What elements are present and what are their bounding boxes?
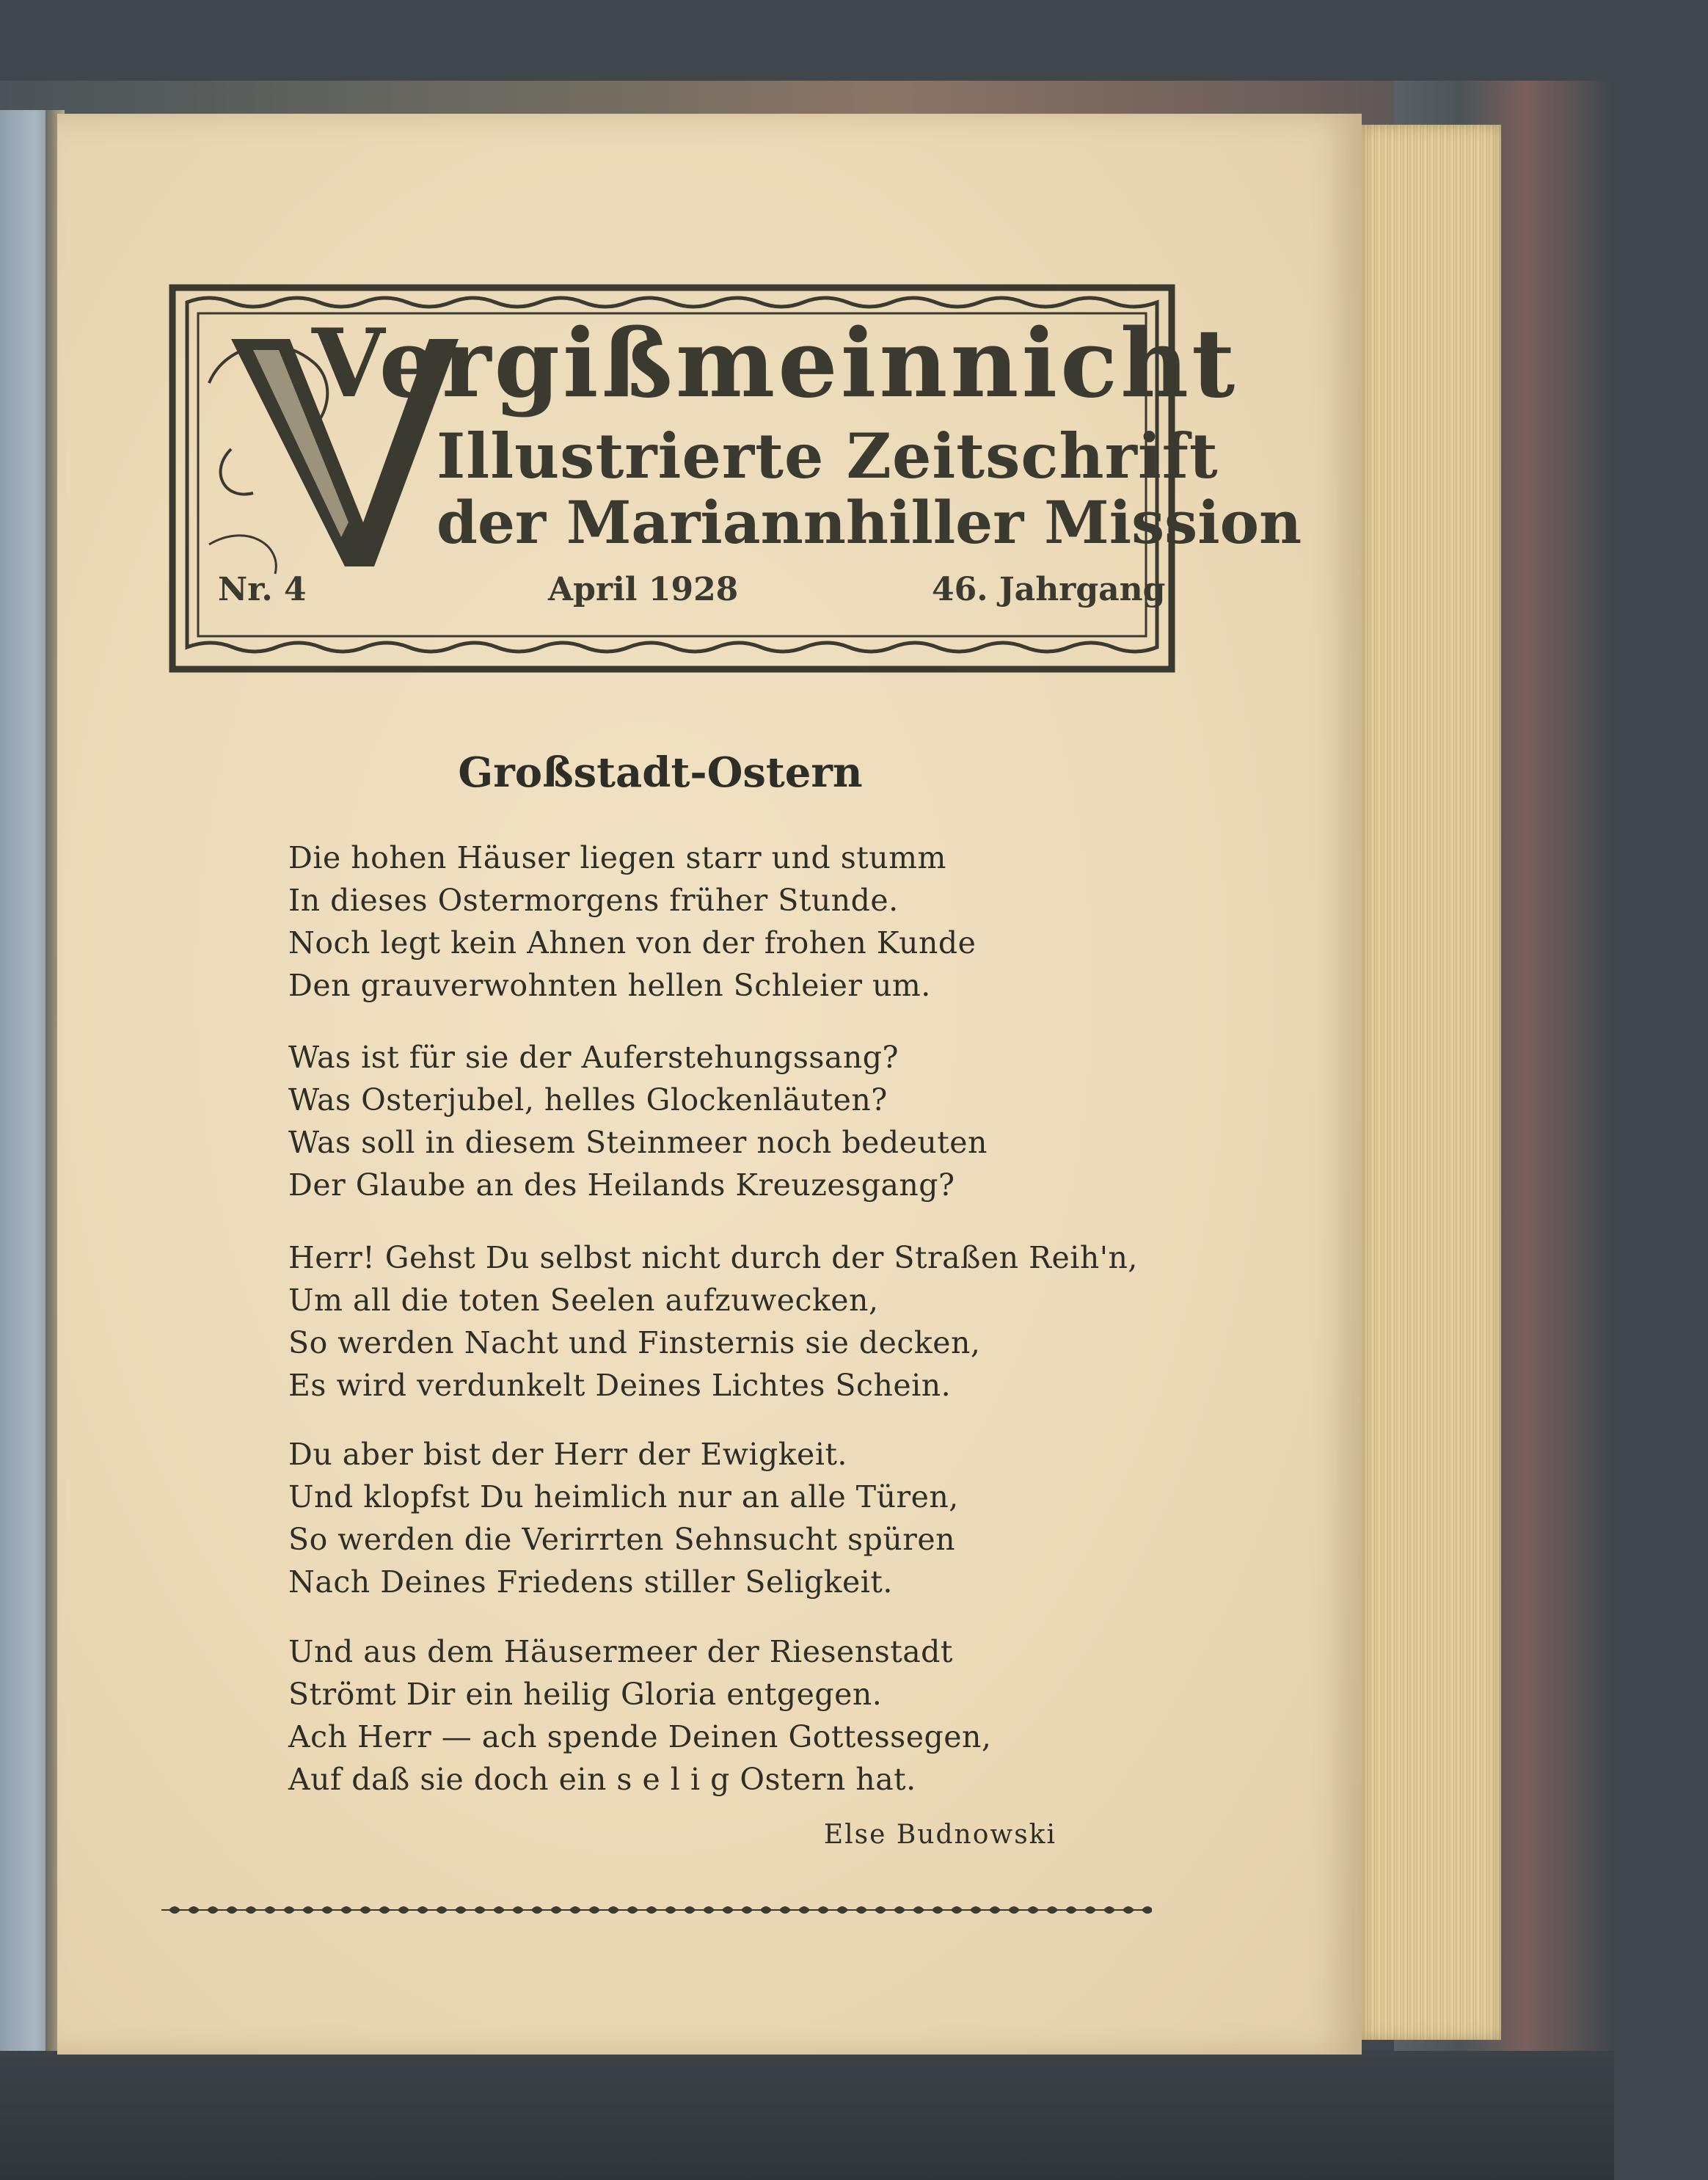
ornament-leaf (932, 1906, 944, 1914)
ornament-leaf (207, 1906, 219, 1914)
ornament-leaf (512, 1906, 524, 1914)
ornament-leaf (684, 1906, 696, 1914)
ornament-leaf (798, 1906, 810, 1914)
ornament-rule (161, 1899, 1152, 1921)
ornament-leaf (531, 1906, 543, 1914)
ornament-leaf (1027, 1906, 1039, 1914)
ornament-leaf (436, 1906, 448, 1914)
ornament-leaf (245, 1906, 257, 1914)
ornament-leaf (836, 1906, 848, 1914)
poem-line: Herr! Gehst Du selbst nicht durch der Straßen Reih'n, (288, 1240, 1138, 1275)
stanza-4 (288, 1433, 1169, 1603)
bottom-shadow (0, 2051, 1614, 2180)
ornament-leaf (264, 1906, 276, 1914)
poem-line: Um all die toten Seelen aufzuwecken, (288, 1283, 879, 1318)
ornament-leaf (1065, 1906, 1077, 1914)
ornament-leaf (1008, 1906, 1020, 1914)
ornament-leaf (588, 1906, 600, 1914)
poem-line: Und klopfst Du heimlich nur an alle Türen, (288, 1479, 959, 1514)
ornament-leaf (321, 1906, 333, 1914)
poem-line: So werden Nacht und Finsternis sie decken, (288, 1325, 981, 1360)
ornament-leaf (741, 1906, 753, 1914)
poem-author: Else Budnowski (823, 1820, 1056, 1850)
page-fore-edge (1362, 125, 1501, 2040)
poem-line: Noch legt kein Ahnen von der frohen Kunde (288, 925, 977, 960)
ornament-leaf (379, 1906, 390, 1914)
ornament-leaf (1084, 1906, 1096, 1914)
ornament-leaf (951, 1906, 963, 1914)
ornament-leaf (302, 1906, 314, 1914)
poem-line: Der Glaube an des Heilands Kreuzesgang? (288, 1167, 955, 1203)
ornament-leaf (779, 1906, 791, 1914)
ornament-leaf (1123, 1906, 1134, 1914)
ornament-leaf (398, 1906, 409, 1914)
poem-line: Es wird verdunkelt Deines Lichtes Schein. (288, 1368, 952, 1403)
ornament-leaf (722, 1906, 734, 1914)
stanza-1 (288, 836, 1169, 1007)
issue-number: Nr. 4 (218, 571, 307, 608)
poem-line: In dieses Ostermorgens früher Stunde. (288, 883, 899, 918)
ornament-leaf (989, 1906, 1001, 1914)
ornament-leaf (894, 1906, 905, 1914)
poem-line: Auf daß sie doch ein s e l i g Ostern hat. (288, 1762, 916, 1797)
ornament-leaf (455, 1906, 467, 1914)
ornament-leaf (493, 1906, 505, 1914)
journal-title: Vergißmeinnicht (312, 309, 1238, 419)
ornament-leaf (474, 1906, 486, 1914)
ornament-leaf (913, 1906, 924, 1914)
poem-line: Und aus dem Häusermeer der Riesenstadt (288, 1634, 953, 1669)
poem-line: Strömt Dir ein heilig Gloria entgegen. (288, 1677, 883, 1712)
ornament-leaf (817, 1906, 829, 1914)
journal-subtitle-line1: Illustrierte Zeitschrift (437, 420, 1219, 492)
ornament-leaf (340, 1906, 352, 1914)
ornament-leaf (875, 1906, 886, 1914)
ornament-leaf (417, 1906, 428, 1914)
ornament-leaf (1142, 1906, 1152, 1914)
journal-subtitle-line2: der Mariannhiller Mission (437, 488, 1302, 557)
ornament-leaf (360, 1906, 371, 1914)
poem-line: Was soll in diesem Steinmeer noch bedeuten (288, 1125, 988, 1160)
poem-title: Großstadt-Ostern (458, 748, 863, 797)
ornament-leaf (569, 1906, 581, 1914)
ornament-leaf (1103, 1906, 1115, 1914)
ornament-leaf (169, 1906, 180, 1914)
ornament-leaf (226, 1906, 238, 1914)
ornament-leaf (188, 1906, 200, 1914)
poem-line: Du aber bist der Herr der Ewigkeit. (288, 1437, 847, 1472)
stanza-2 (288, 1036, 1169, 1206)
masthead (165, 280, 1302, 677)
ornament-leaf (607, 1906, 619, 1914)
poem-line: So werden die Verirrten Sehnsucht spüren (288, 1522, 956, 1557)
ornament-leaf (703, 1906, 715, 1914)
stanza-3 (288, 1236, 1169, 1407)
ornament-leaf (665, 1906, 676, 1914)
ornament-leaf (283, 1906, 295, 1914)
stanza-5 (288, 1630, 1169, 1801)
volume: 46. Jahrgang (932, 571, 1166, 608)
ornament-leaf (646, 1906, 657, 1914)
poem-line: Was ist für sie der Auferstehungssang? (288, 1040, 899, 1075)
poem-line: Den grauverwohnten hellen Schleier um. (288, 968, 931, 1003)
ornament-leaf (550, 1906, 562, 1914)
ornament-leaf (1046, 1906, 1058, 1914)
poem-line: Was Osterjubel, helles Glockenläuten? (288, 1082, 888, 1118)
poem-line: Ach Herr — ach spende Deinen Gottessegen, (288, 1719, 992, 1754)
ornament-leaf (855, 1906, 867, 1914)
ornament-leaf (760, 1906, 772, 1914)
poem-line: Nach Deines Friedens stiller Seligkeit. (288, 1564, 893, 1600)
ornament-leaf (970, 1906, 982, 1914)
ornament-leaf (627, 1906, 638, 1914)
poem-line: Die hohen Häuser liegen starr und stumm (288, 840, 946, 875)
issue-date: April 1928 (548, 571, 739, 608)
